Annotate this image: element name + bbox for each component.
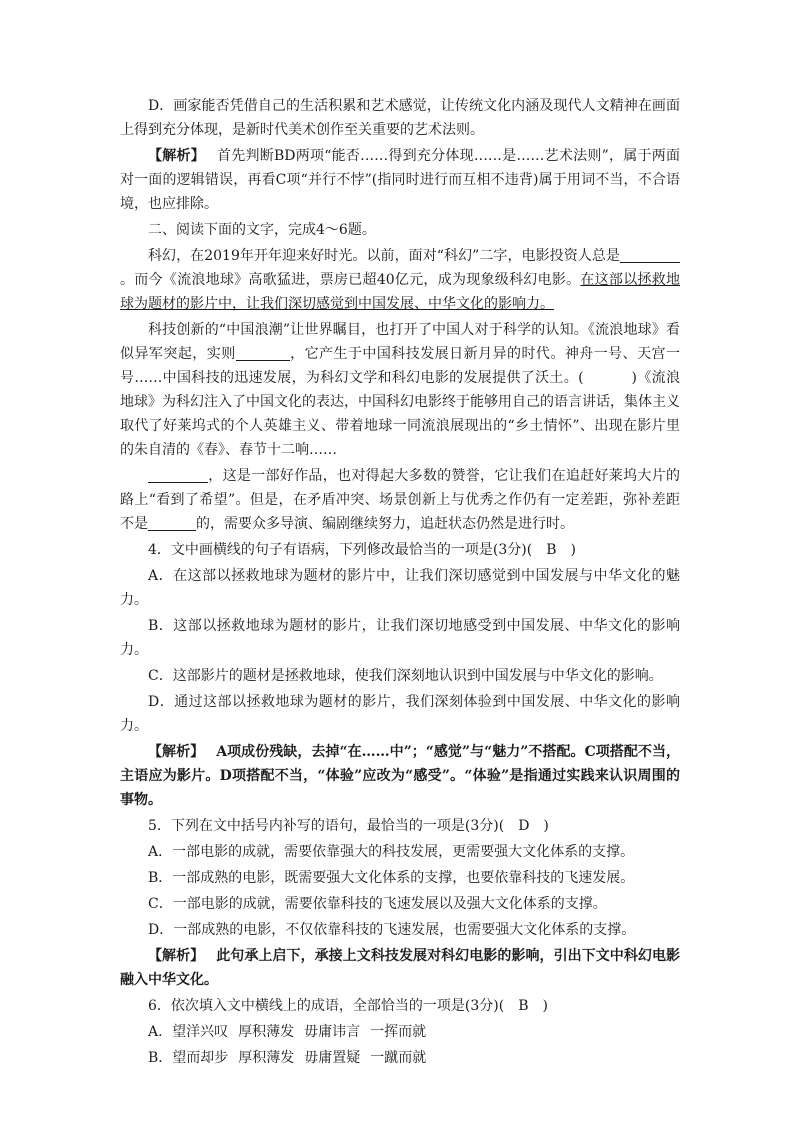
fill-blank — [236, 344, 290, 361]
fill-blank — [620, 246, 680, 263]
q6-option-a: A．望洋兴叹 厚积薄发 毋庸讳言 一挥而就 — [148, 1024, 427, 1040]
q4-option-c: C．这部影片的题材是拯救地球，使我们深刻地认识到中国发展与中华文化的影响。 — [148, 668, 663, 684]
q4-option-a: A．在这部以拯救地球为题材的影片中，让我们深切感觉到中国发展与中华文化的魅力。 — [120, 568, 680, 608]
q5-option-b: B．一部成熟的电影，既需要强大文化体系的支撑，也要依靠科技的飞速发展。 — [148, 870, 635, 886]
q5-option-a: A．一部电影的成就，需要依靠强大的科技发展，更需要强大文化体系的支撑。 — [148, 844, 635, 860]
passage-paragraph-2: 科技创新的“中国浪潮”让世界瞩目，也打开了中国人对于科学的认知。《流浪地球》看似异军突起，实则 ，它产生于中国科技发展日新月异的时代。神舟一号、天宫一号……中国科技的迅速发展，为科幻文学和科幻电影的发展提供了沃土。( )《流浪地球》为科幻注入了中国文化的表达，中国科幻电影终于能够用自己的语言讲话，集体主义取代了好莱坞式的个人英雄主义、带着地球一同流浪展现出的“乡土情怀”、出现在影片里的朱自清的《春》、春节十二响…… — [120, 322, 681, 458]
fill-blank — [148, 466, 208, 483]
section-heading: 二、阅读下面的文字，完成4～6题。 — [148, 222, 376, 238]
analysis-tag: 【解析】 — [148, 948, 205, 964]
passage-paragraph-1: 科幻，在2019年开年迎来好时光。以前，面对“科幻”二字，电影投资人总是。而今《流浪地球》高歌猛进，票房已超40亿元，成为现象级科幻电影。在这部以拯救地球为题材的影片中，让我们深切感觉到中国发展、中华文化的影响力。 — [120, 248, 680, 312]
analysis-tag: 【解析】 — [148, 744, 205, 760]
analysis-tag: 【解析】 — [148, 148, 205, 164]
exam-page — [120, 94, 680, 1072]
analysis-text: 此句承上启下，承接上文科技发展对科幻电影的影响，引出下文中科幻电影融入中华文化。 — [120, 948, 681, 988]
q5-stem: 5．下列在文中括号内补写的语句，最恰当的一项是(3分)( D ) — [148, 818, 549, 834]
q3-analysis — [120, 144, 680, 216]
q5-option-d: D．一部成熟的电影，不仅依靠科技的飞速发展，也需要强大文化体系的支撑。 — [148, 922, 636, 938]
q6-option-b: B．望而却步 厚积薄发 毋庸置疑 一蹴而就 — [148, 1050, 427, 1066]
q5-analysis — [120, 944, 680, 992]
q4-analysis — [120, 740, 680, 812]
q5-option-c: C．一部电影的成就，需要依靠科技的飞速发展以及强大文化体系的支撑。 — [148, 896, 607, 912]
analysis-text: A项成份残缺，去掉“在……中”；“感觉”与“魅力”不搭配。C项搭配不当，主语应为影片。D项搭配不当，“体验”应改为“感受”。“体验”是指通过实践来认识周围的事物。 — [120, 744, 680, 808]
q4-option-b: B．这部以拯救地球为题材的影片，让我们深切地感受到中国发展、中华文化的影响力。 — [120, 618, 680, 658]
q6-stem: 6．依次填入文中横线上的成语，全部恰当的一项是(3分)( B ) — [148, 998, 548, 1014]
fill-blank — [148, 514, 196, 531]
passage-paragraph-3: ，这是一部好作品，也对得起大多数的赞誉，它让我们在追赶好莱坞大片的路上“看到了希望”。但是，在矛盾冲突、场景创新上与优秀之作仍有一定差距，弥补差距不是 的，需要众多导演、编剧继续努力，追赶状态仍然是进行时。 — [120, 468, 680, 532]
q4-stem: 4．文中画横线的句子有语病，下列修改最恰当的一项是(3分)( B ) — [148, 542, 576, 558]
analysis-text: 首先判断BD两项“能否……得到充分体现……是……艺术法则”，属于两面对一面的逻辑错误，再看C项“并行不悖”(指同时进行而互相不违背)属于用词不当，不合语境，也应排除。 — [120, 148, 681, 212]
underlined-sentence: 在这部以拯救地球为题材的影片中，让我们深切感觉到中国发展、中华文化的影响力。 — [120, 272, 680, 312]
q3-option-d: D．画家能否凭借自己的生活积累和艺术感觉，让传统文化内涵及现代人文精神在画面上得到充分体现，是新时代美术创作至关重要的艺术法则。 — [120, 98, 680, 138]
q4-option-d: D．通过这部以拯救地球为题材的影片，我们深刻体验到中国发展、中华文化的影响力。 — [120, 694, 680, 734]
